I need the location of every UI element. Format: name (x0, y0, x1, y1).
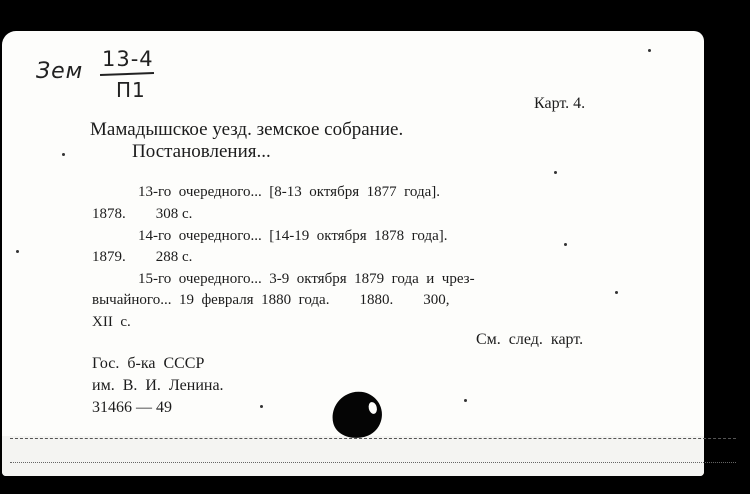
entry-14-line-2: 1879. 288 с. (92, 249, 193, 265)
entry-15-line-2: вычайного... 19 февраля 1880 года. 1880. 300, (92, 292, 450, 308)
library-line-2: им. В. И. Ленина. (92, 377, 224, 394)
card-bottom-edge (2, 436, 704, 476)
bottom-edge-line (10, 438, 736, 439)
dust-speck (62, 153, 65, 156)
dust-speck (615, 291, 618, 294)
ink-blot (327, 387, 387, 444)
dust-speck (260, 405, 263, 408)
entry-13-line-1: 13-го очередного... [8-13 октября 1877 года]. (138, 184, 440, 200)
entry-13-line-2: 1878. 308 с. (92, 206, 193, 222)
see-next-card: См. след. карт. (476, 331, 584, 348)
card-number: Карт. 4. (534, 95, 586, 112)
heading-line-1: Мамадышское уезд. земское собрание. (90, 119, 404, 140)
handwritten-code-top: 13-4 (102, 47, 154, 71)
heading-line-2: Постановления... (132, 141, 271, 162)
dust-speck (648, 49, 651, 52)
handwritten-fraction-line (100, 72, 154, 76)
bottom-edge-line-2 (10, 462, 736, 463)
handwritten-prefix: Зем (36, 59, 84, 84)
entry-14-line-1: 14-го очередного... [14-19 октября 1878 года]. (138, 228, 448, 244)
dust-speck (464, 399, 467, 402)
entry-15-line-1: 15-го очередного... 3-9 октября 1879 года и чрез- (138, 271, 475, 287)
catalog-card (2, 31, 704, 476)
library-line-1: Гос. б-ка СССР (92, 355, 205, 372)
dust-speck (16, 250, 19, 253)
library-line-3: 31466 — 49 (92, 399, 172, 416)
entry-15-line-3: XII с. (92, 314, 131, 330)
dust-speck (564, 243, 567, 246)
dust-speck (554, 171, 557, 174)
handwritten-code-bottom: П1 (116, 78, 146, 102)
